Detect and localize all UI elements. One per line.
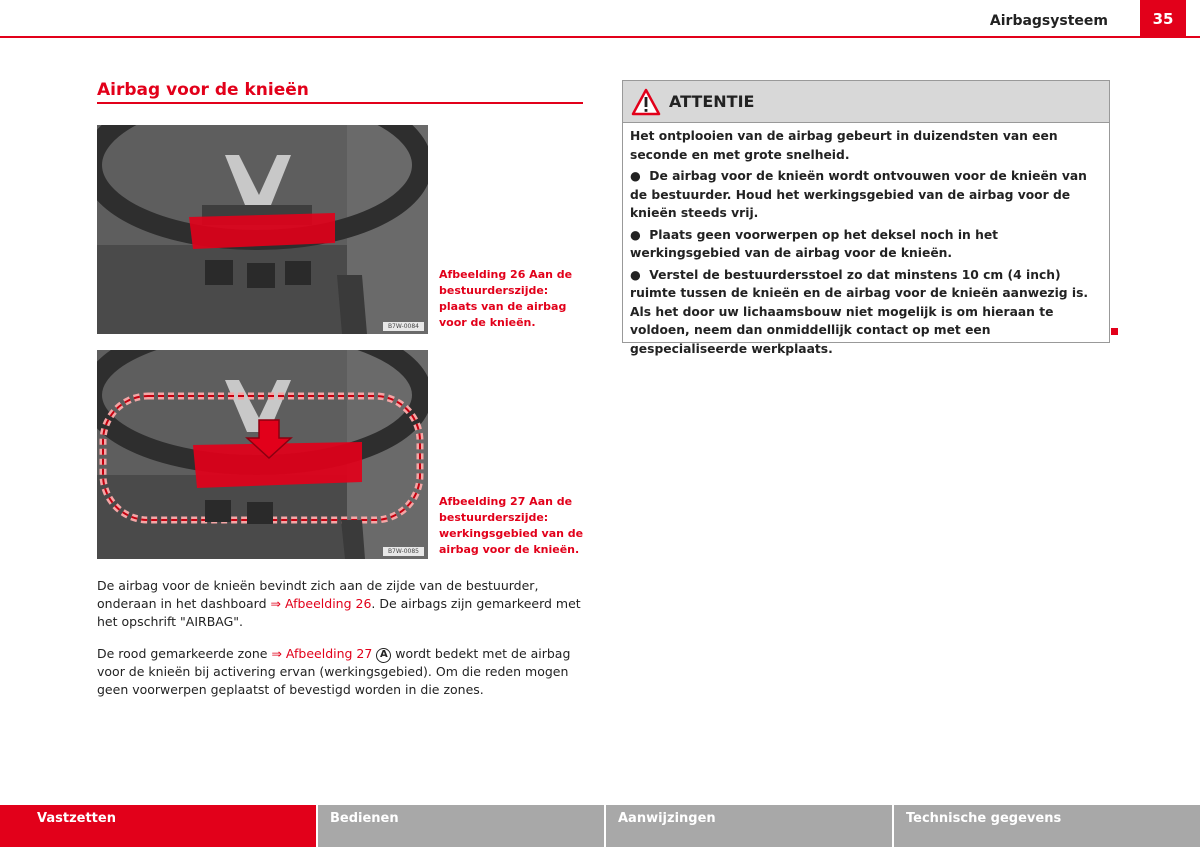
warning-title: ATTENTIE	[669, 92, 755, 111]
marker-a-badge: A	[376, 648, 391, 663]
warning-bullet-text: Verstel de bestuurdersstoel zo dat minstens 10 cm (4 inch) ruimte tussen de knieën en de airbag voor de knieën aanwezig is. Als het door uw lichaamsbouw niet mogelijk is om hieraan te voldoen, neem dan onmiddellijk contact op met een gespecialiseerde werkplaats.	[630, 267, 1089, 356]
bullet-dot-icon: ●	[630, 227, 650, 242]
figure-knee-airbag-deployment-zone	[97, 350, 428, 559]
figure-id-tag: B7W-0085	[383, 547, 424, 556]
tab-vastzetten[interactable]: Vastzetten	[0, 805, 318, 847]
figure-knee-airbag-location	[97, 125, 428, 334]
figure-26-link[interactable]: ⇒ Afbeelding 26	[270, 596, 372, 611]
warning-body	[623, 123, 1109, 358]
warning-triangle-icon	[631, 88, 661, 116]
warning-bullet	[630, 167, 1101, 223]
figure-caption: Afbeelding 26 Aan de bestuurderszijde: plaats van de airbag voor de knieën.	[439, 268, 573, 329]
chapter-tab-bar	[0, 805, 1200, 847]
warning-bullet	[630, 226, 1101, 263]
warning-intro: Het ontplooien van de airbag gebeurt in duizendsten van een seconde en met grote snelheid.	[630, 129, 1058, 162]
deployment-zone-illustration	[97, 350, 428, 559]
tab-bedienen[interactable]: Bedienen	[318, 805, 606, 847]
tab-aanwijzingen[interactable]: Aanwijzingen	[606, 805, 894, 847]
warning-bullet-text: De airbag voor de knieën wordt ontvouwen voor de knieën van de bestuurder. Houd het werkingsgebied van de airbag voor de knieën steeds vrij.	[630, 169, 1087, 220]
section-end-marker	[1111, 328, 1118, 335]
paragraph-text: . De airbags zijn gemarkeerd met het opschrift "AIRBAG".	[97, 596, 581, 629]
knee-airbag-illustration	[97, 125, 428, 334]
warning-box	[622, 80, 1110, 356]
paragraph-deployment-zone	[97, 645, 583, 699]
figure-id-tag: B7W-0084	[383, 322, 424, 331]
section-rule	[97, 102, 583, 104]
header-rule	[0, 36, 1200, 38]
bullet-dot-icon: ●	[630, 169, 650, 183]
warning-bullet-text: Plaats geen voorwerpen op het deksel noch in het werkingsgebied van de airbag voor de knieën.	[630, 227, 999, 260]
paragraph-text: De rood gemarkeerde zone	[97, 646, 272, 661]
chapter-title: Airbagsysteem	[989, 13, 1108, 29]
figure-27-link[interactable]: ⇒ Afbeelding 27	[271, 646, 373, 661]
tab-technische-gegevens[interactable]: Technische gegevens	[894, 805, 1200, 847]
warning-header	[623, 81, 1109, 123]
bullet-dot-icon: ●	[630, 267, 650, 282]
page-number: 35	[1140, 0, 1186, 37]
paragraph-location	[97, 577, 583, 631]
warning-bullet	[630, 266, 1101, 359]
figure-caption: Afbeelding 27 Aan de bestuurderszijde: werkingsgebied van de airbag voor de knieën.	[439, 495, 584, 556]
paragraph-text: De airbag voor de knieën bevindt zich aan de zijde van de bestuurder, onderaan in het dashboard	[97, 578, 539, 611]
section-title: Airbag voor de knieën	[97, 80, 309, 100]
paragraph-text: wordt bedekt met de airbag voor de knieën bij activering ervan (werkingsgebied). Om die reden mogen geen voorwerpen geplaatst of bevestigd worden in die zones.	[97, 646, 571, 697]
